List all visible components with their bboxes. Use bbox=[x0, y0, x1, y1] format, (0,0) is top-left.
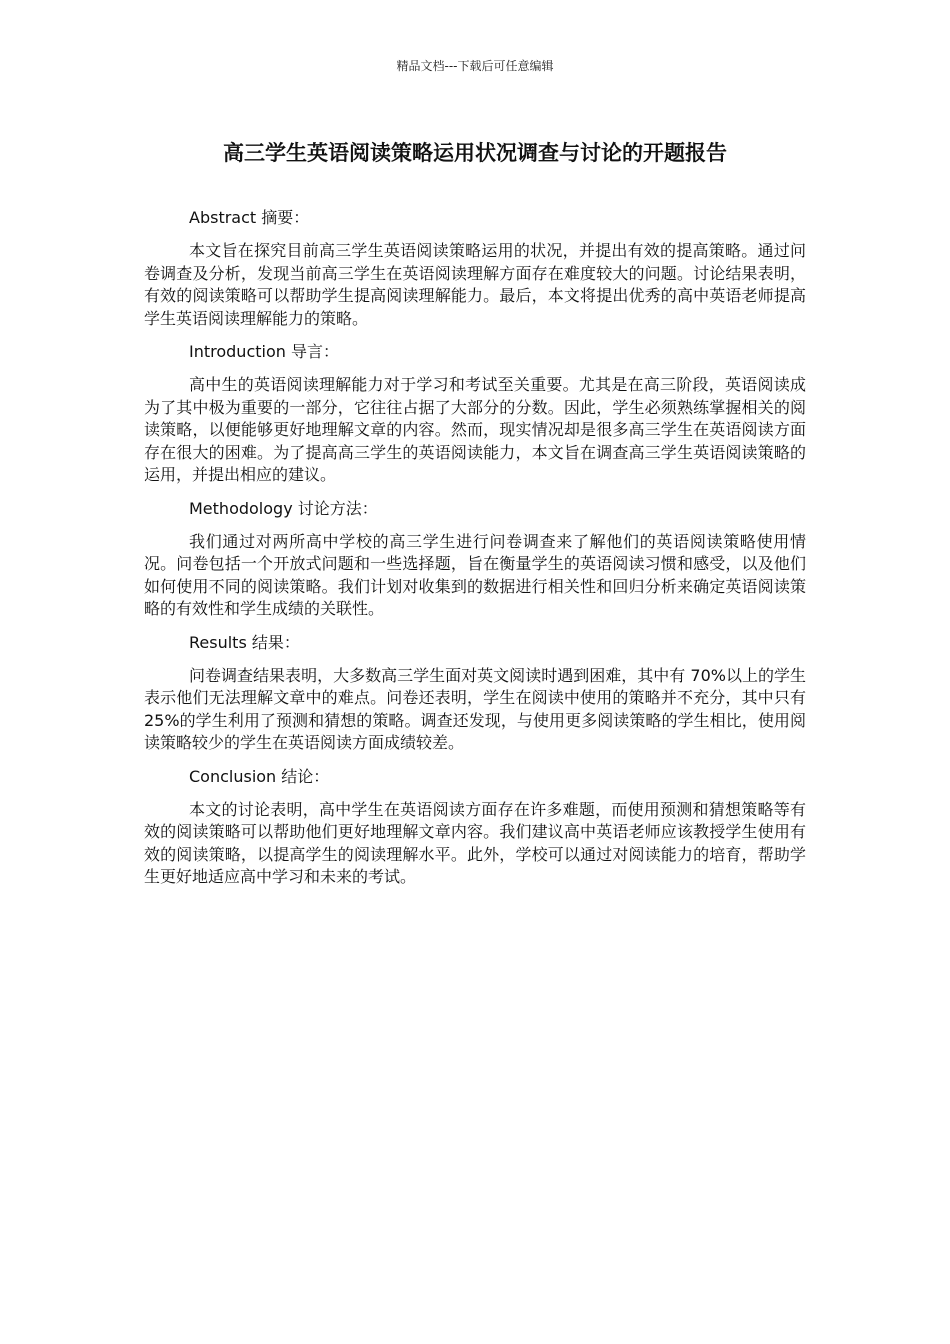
abstract-paragraph: 本文旨在探究目前高三学生英语阅读策略运用的状况，并提出有效的提高策略。通过问卷调查及分析，发现当前高三学生在英语阅读理解方面存在难度较大的问题。讨论结果表明，有效的阅读策略可以帮助学生提高阅读理解能力。最后，本文将提出优秀的高中英语老师提高学生英语阅读理解能力的策略。 bbox=[144, 241, 806, 328]
abstract-heading: Abstract 摘要： bbox=[189, 208, 310, 227]
introduction-section bbox=[144, 340, 806, 487]
introduction-heading: Introduction 导言： bbox=[189, 342, 339, 361]
results-section bbox=[144, 631, 806, 755]
methodology-section bbox=[144, 497, 806, 621]
abstract-section bbox=[144, 206, 806, 330]
results-paragraph: 问卷调查结果表明，大多数高三学生面对英文阅读时遇到困难，其中有 70%以上的学生表示他们无法理解文章中的难点。问卷还表明，学生在阅读中使用的策略并不充分，其中只有 25%的学生利用了预测和猜想的策略。调查还发现，与使用更多阅读策略的学生相比，使用阅读策略较少的学生在英语阅读方面成绩较差。 bbox=[144, 665, 806, 752]
header-note: 精品文档---下载后可任意编辑 bbox=[396, 59, 554, 73]
results-heading: Results 结果： bbox=[189, 632, 300, 652]
conclusion-heading: Conclusion 结论： bbox=[189, 766, 330, 786]
document-body bbox=[144, 206, 806, 899]
conclusion-section bbox=[144, 765, 806, 889]
methodology-paragraph: 我们通过对两所高中学校的高三学生进行问卷调查来了解他们的英语阅读策略使用情况。问卷包括一个开放式问题和一些选择题，旨在衡量学生的英语阅读习惯和感受，以及他们如何使用不同的阅读策略。我们计划对收集到的数据进行相关性和回归分析来确定英语阅读策略的有效性和学生成绩的关联性。 bbox=[144, 531, 806, 618]
introduction-paragraph: 高中生的英语阅读理解能力对于学习和考试至关重要。尤其是在高三阶段，英语阅读成为了其中极为重要的一部分，它往往占据了大部分的分数。因此，学生必须熟练掌握相关的阅读策略，以便能够更好地理解文章的内容。然而，现实情况却是很多高三学生在英语阅读方面存在很大的困难。为了提高高三学生的英语阅读能力，本文旨在调查高三学生英语阅读策略的运用，并提出相应的建议。 bbox=[144, 375, 806, 484]
conclusion-paragraph: 本文的讨论表明，高中学生在英语阅读方面存在许多难题，而使用预测和猜想策略等有效的阅读策略可以帮助他们更好地理解文章内容。我们建议高中英语老师应该教授学生使用有效的阅读策略，以提高学生的阅读理解水平。此外，学校可以通过对阅读能力的培育，帮助学生更好地适应高中学习和未来的考试。 bbox=[144, 799, 806, 886]
methodology-heading: Methodology 讨论方法： bbox=[189, 498, 378, 518]
page-title: 高三学生英语阅读策略运用状况调查与讨论的开题报告 bbox=[223, 141, 727, 165]
